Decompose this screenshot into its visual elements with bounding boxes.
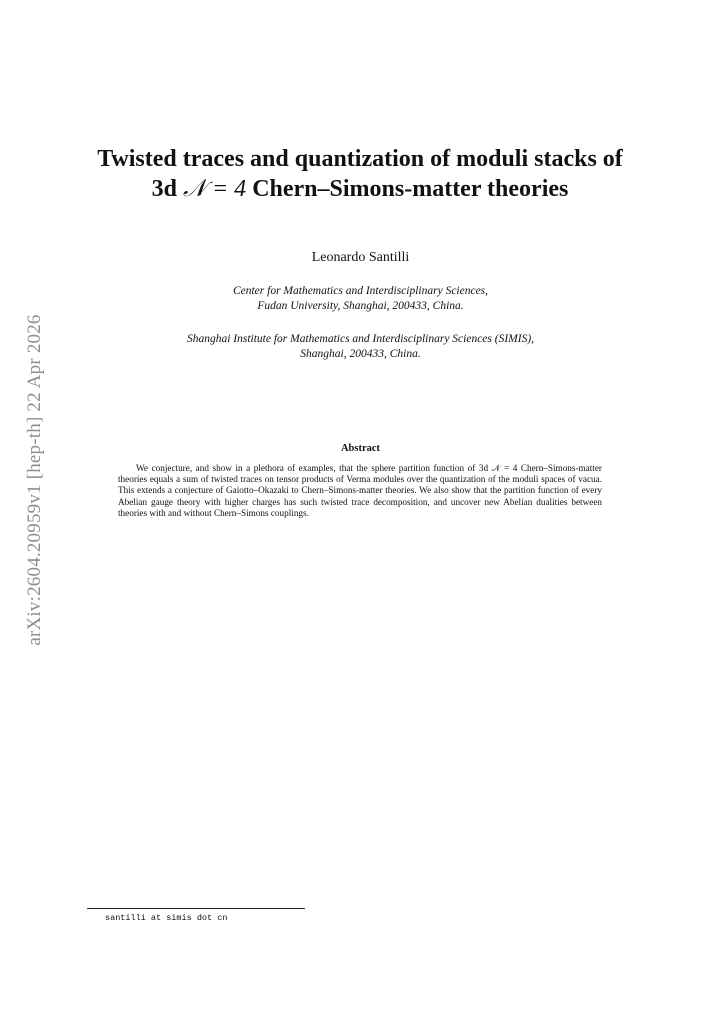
title-text-part1: Twisted traces and quantization of moduli stacks of 3d (97, 146, 623, 202)
affiliation-2 (0, 332, 721, 362)
arxiv-stamp: arXiv:2604.20959v1 [hep-th] 22 Apr 2026 (24, 314, 45, 646)
paper-title (95, 144, 625, 204)
affiliation-1-line-2: Fudan University, Shanghai, 200433, China. (257, 300, 464, 312)
affiliation-2-line-1: Shanghai Institute for Mathematics and Interdisciplinary Sciences (SIMIS), (186, 333, 535, 345)
footnote-email: santilli at simis dot cn (105, 913, 228, 923)
affiliation-2-line-2: Shanghai, 200433, China. (300, 348, 421, 360)
title-math: 𝒩 = 4 (183, 176, 247, 202)
title-text-part2: Chern–Simons-matter theories (246, 176, 569, 202)
affiliation-1 (0, 284, 721, 314)
author-name: Leonardo Santilli (311, 250, 410, 265)
abstract-heading: Abstract (340, 443, 381, 454)
affiliation-1-line-1: Center for Mathematics and Interdisciplinary Sciences, (232, 285, 489, 297)
footnote-divider (87, 908, 305, 909)
abstract-body: We conjecture, and show in a plethora of examples, that the sphere partition function of 3d 𝒩 = 4 Chern–Simons-matter theories equals a sum of twisted traces on tensor products of Verma modules over the quantization of the moduli spaces of vacua. This extends a conjecture of Gaiotto–Okazaki to Chern–Simons-matter theories. We also show that the partition function of every Abelian gauge theory with higher charges has such twisted trace decomposition, and uncover new Abelian dualities between theories with and without Chern–Simons couplings. (118, 463, 602, 518)
